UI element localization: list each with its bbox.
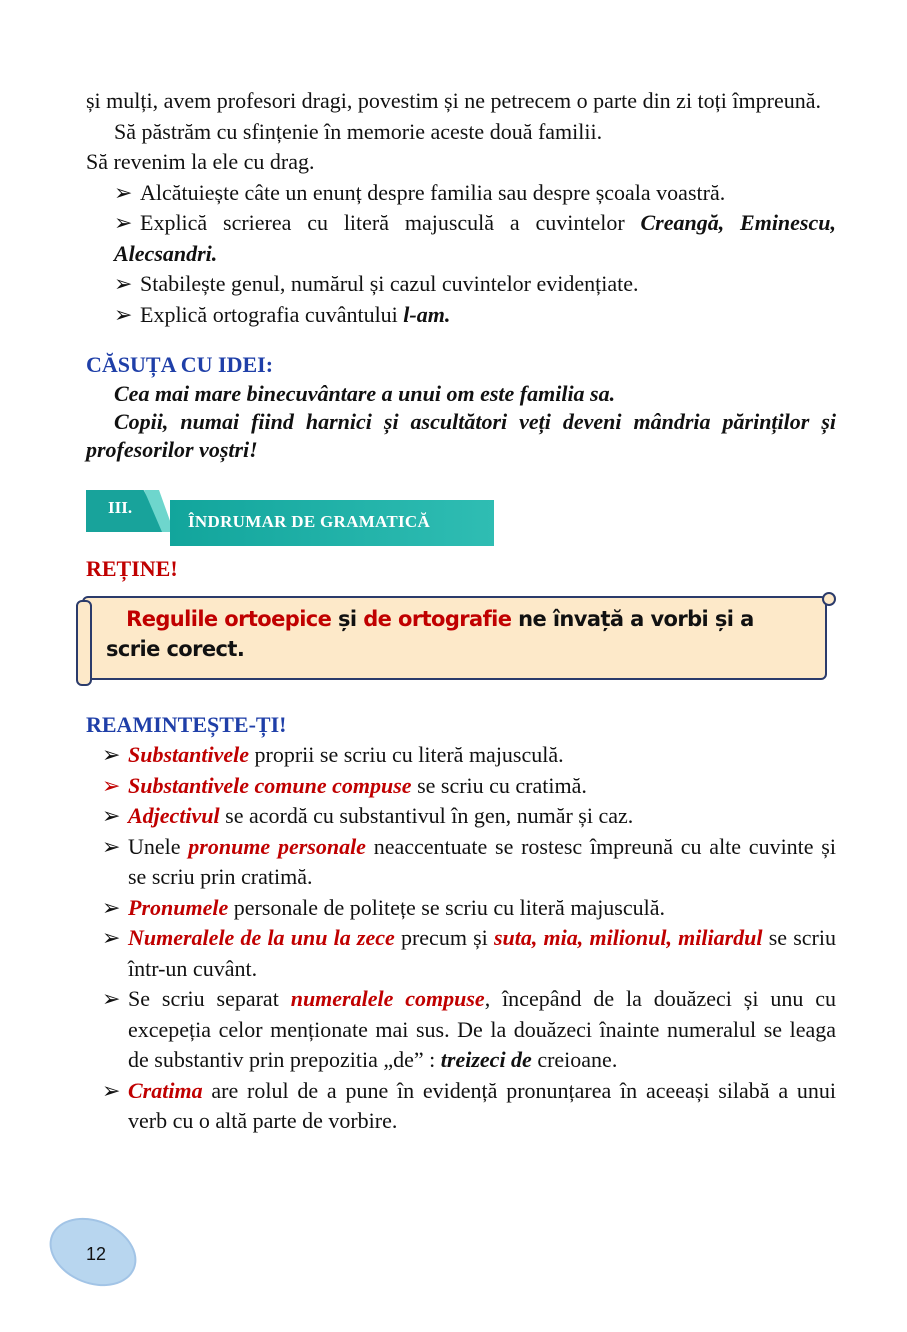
task-3: ➢ Stabilește genul, numărul și cazul cuvintelor evidențiate. [86,269,836,300]
intro-line-2: Să păstrăm cu sfințenie în memorie aceste două familii. [114,118,603,144]
task-4: ➢ Explică ortografia cuvântului l-am. [86,300,836,331]
arrow-icon: ➢ [102,742,121,767]
quote-1: Cea mai mare binecuvântare a unui om este familia sa. [114,381,616,406]
task-1: ➢ Alcătuiește câte un enunț despre familia sau despre școala voastră. [86,178,836,209]
arrow-icon: ➢ [102,1077,121,1103]
list-item: ➢ Substantivele comune compuse se scriu cu cratimă. [86,771,836,802]
arrow-icon: ➢ [102,894,121,920]
list-item: ➢ Numeralele de la unu la zece precum și suta, mia, milionul, miliardul se scriu într-un cuvânt. [86,923,836,984]
arrow-icon: ➢ [102,803,121,828]
task-2: ➢ Explică scrierea cu literă majusculă a cuvintelor Creangă, Eminescu, Alecsandri. [114,210,836,266]
quote-2: Copii, numai fiind harnici și ascultători veți deveni mândria părinților și profesorilor voștri! [86,409,836,462]
retine-heading: REȚINE! [86,556,178,581]
intro-line-3: Să revenim la ele cu drag. [86,149,315,174]
section-banner [86,490,836,546]
list-item: ➢ Adjectivul se acordă cu substantivul în gen, număr și caz. [86,801,836,832]
ideas-heading: CĂSUȚA CU IDEI: [86,352,274,377]
banner-label: ÎNDRUMAR DE GRAMATICĂ [188,512,431,531]
ideas-quotes [86,380,836,464]
rules-list [86,740,836,1137]
arrow-icon: ➢ [114,271,133,296]
list-item: ➢ Unele pronume personale neaccentuate se rostesc împreună cu alte cuvinte și se scriu prin cratimă. [86,832,836,893]
intro-line-1: și mulți, avem profesori dragi, povestim și ne petrecem o parte din zi toți împreună. [86,88,821,113]
arrow-icon: ➢ [114,179,133,205]
arrow-icon: ➢ [102,833,121,859]
arrow-icon: ➢ [114,210,133,235]
list-item: ➢ Substantivele proprii se scriu cu literă majusculă. [86,740,836,771]
banner-number: III. [108,498,133,517]
arrow-icon: ➢ [102,925,121,950]
retine-scroll-box [82,596,834,682]
arrow-icon: ➢ [102,986,121,1011]
list-item: ➢ Pronumele personale de politețe se scriu cu literă majusculă. [86,893,836,924]
page-number: 12 [86,1244,107,1264]
arrow-icon: ➢ [102,772,121,798]
reaminteste-heading: REAMINTEȘTE-ȚI! [86,712,287,737]
list-item: ➢ Se scriu separat numeralele compuse, începând de la douăzeci și unu cu excepeția celor menționate mai sus. De la douăzeci înainte numeralul se leaga de substantiv prin prepozitia „de” : treizeci de creioane. [86,984,836,1076]
list-item: ➢ Cratima are rolul de a pune în evidență pronunțarea în aceeași silabă a unui verb cu o altă parte de vorbire. [86,1076,836,1137]
retine-text: Regulile ortoepice și de ortografie ne învață a vorbi și a scrie corect. [106,607,754,661]
scroll-curl-right [822,592,836,606]
arrow-icon: ➢ [114,301,133,327]
scroll-roll-left [76,600,92,686]
page-content [86,86,836,1137]
